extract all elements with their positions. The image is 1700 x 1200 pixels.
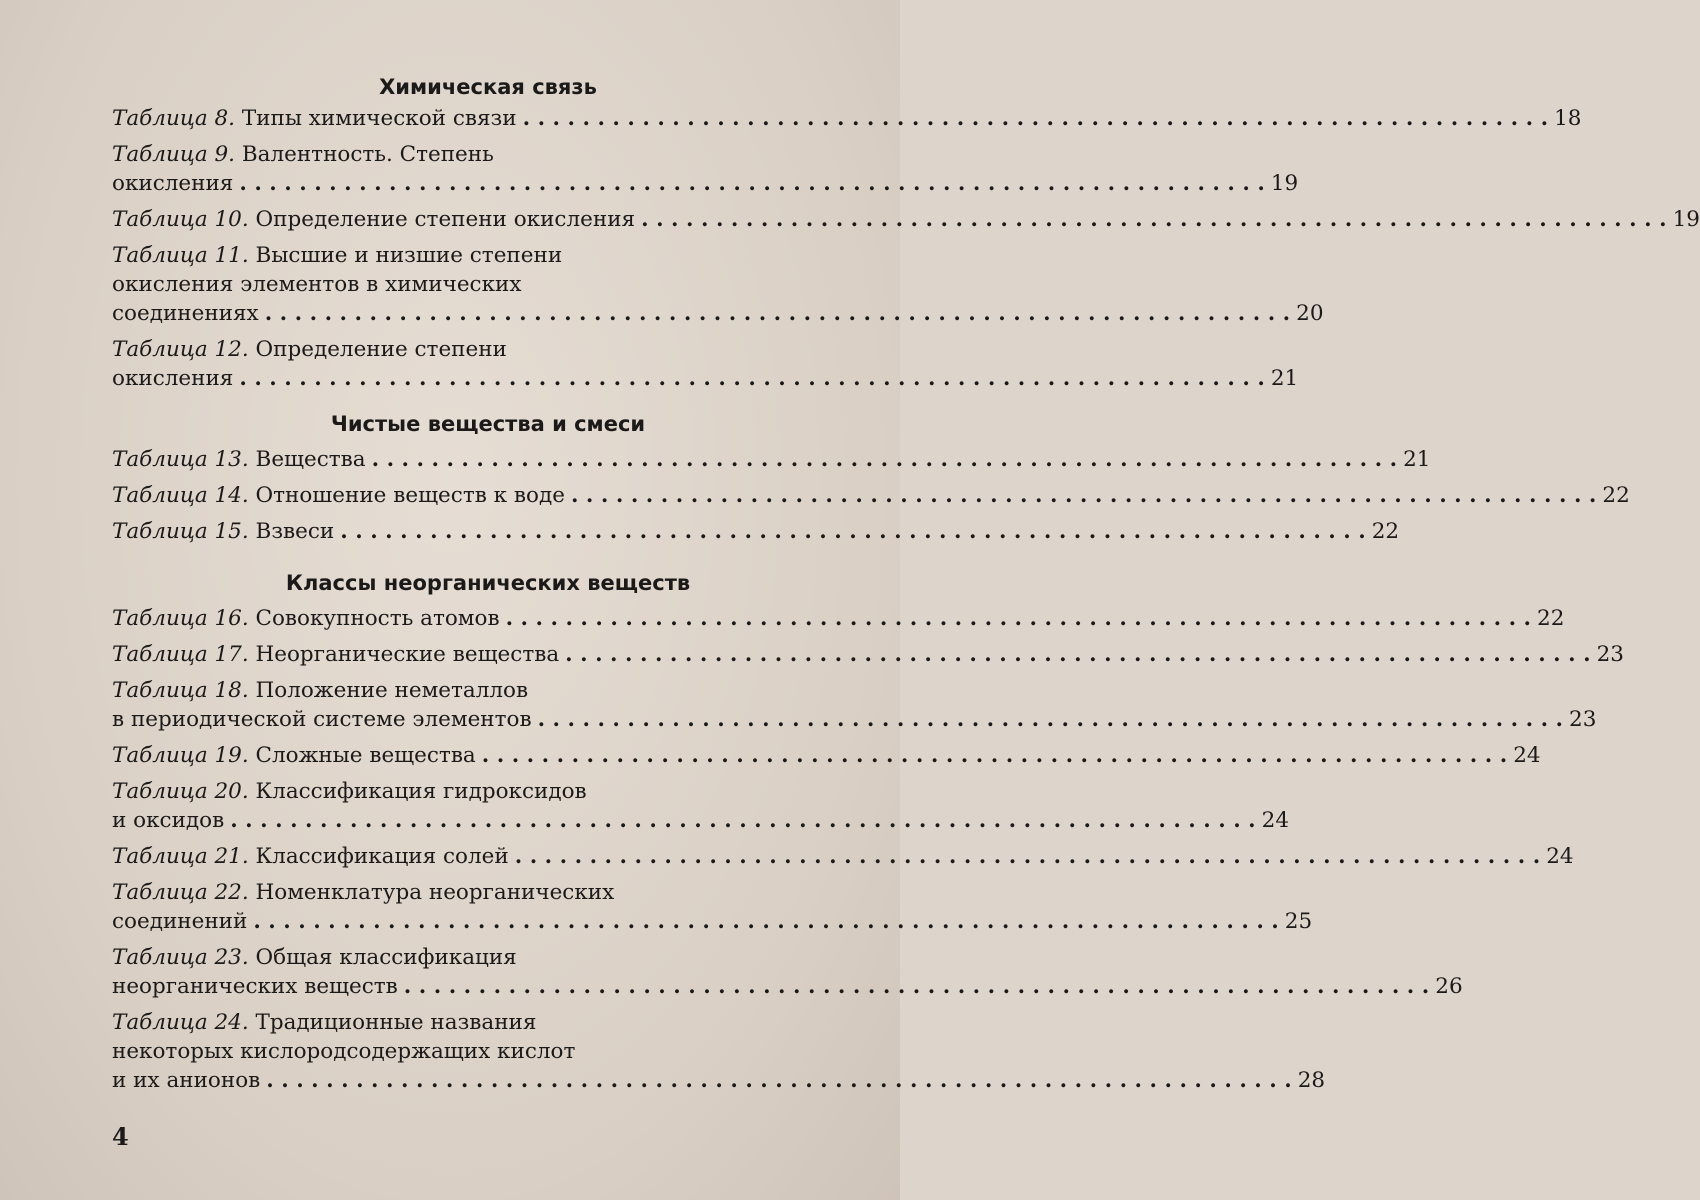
table-label: Таблица 18. bbox=[112, 678, 249, 703]
toc-entry-text bbox=[112, 974, 398, 999]
toc-entry-text bbox=[112, 844, 509, 869]
dot-leader bbox=[372, 447, 1397, 472]
toc-entry-text bbox=[112, 483, 565, 508]
table-label: Таблица 8. bbox=[112, 106, 235, 131]
toc-entry-line bbox=[112, 1037, 864, 1066]
toc-entry[interactable] bbox=[112, 241, 1324, 328]
toc-entry-text bbox=[112, 1039, 575, 1064]
table-label: Таблица 12. bbox=[112, 337, 249, 362]
page-number: 4 bbox=[112, 1122, 129, 1151]
section-heading: Классы неорганических веществ bbox=[285, 571, 691, 595]
table-label: Таблица 24. bbox=[112, 1010, 249, 1035]
toc-entry-line bbox=[112, 241, 864, 270]
entry-title: Совокупность атомов bbox=[255, 606, 500, 631]
section-heading: Чистые вещества и смеси bbox=[330, 412, 646, 436]
entry-title: Классификация солей bbox=[255, 844, 509, 869]
entry-page-number: 24 bbox=[1261, 808, 1290, 833]
toc-entry-line bbox=[112, 907, 1313, 936]
toc-entry-text bbox=[112, 779, 587, 804]
toc-entry-text bbox=[112, 272, 522, 297]
entry-page-number: 21 bbox=[1403, 447, 1431, 472]
toc-entry[interactable] bbox=[112, 1008, 1326, 1095]
toc-entry-line bbox=[112, 806, 1290, 835]
toc-entry-text bbox=[112, 106, 517, 131]
toc-entry-line bbox=[112, 169, 1299, 198]
entry-title: соединениях bbox=[112, 301, 259, 326]
toc-entry-text bbox=[112, 207, 635, 232]
toc-entry[interactable] bbox=[112, 205, 1700, 234]
dot-leader bbox=[523, 106, 1548, 131]
toc-entry-text bbox=[112, 243, 562, 268]
toc-entry-line bbox=[112, 1066, 1326, 1095]
toc-entry-line bbox=[112, 445, 1431, 474]
entry-title: Отношение веществ к воде bbox=[255, 483, 565, 508]
toc-entry[interactable] bbox=[112, 604, 1565, 633]
entry-title: Сложные вещества bbox=[255, 743, 476, 768]
entry-title: Положение неметаллов bbox=[255, 678, 529, 703]
toc-entry-line bbox=[112, 517, 1400, 546]
table-label: Таблица 13. bbox=[112, 447, 249, 472]
toc-entry[interactable] bbox=[112, 943, 1463, 1001]
table-label: Таблица 19. bbox=[112, 743, 249, 768]
entry-page-number: 19 bbox=[1672, 207, 1700, 232]
toc-entry-text bbox=[112, 945, 517, 970]
dot-leader bbox=[239, 366, 1264, 391]
toc-entry-text bbox=[112, 880, 614, 905]
toc-entry-text bbox=[112, 678, 528, 703]
table-of-contents bbox=[112, 70, 1700, 1102]
toc-entry-text bbox=[112, 642, 559, 667]
entry-page-number: 22 bbox=[1602, 483, 1630, 508]
toc-entry-line bbox=[112, 972, 1463, 1001]
table-label: Таблица 16. bbox=[112, 606, 249, 631]
toc-entry-line bbox=[112, 777, 864, 806]
toc-entry-text bbox=[112, 301, 259, 326]
table-label: Таблица 20. bbox=[112, 779, 249, 804]
dot-leader bbox=[482, 743, 1507, 768]
toc-entry-line bbox=[112, 705, 1597, 734]
section-heading: Химическая связь bbox=[379, 75, 597, 99]
dot-leader bbox=[515, 844, 1540, 869]
entry-title: и их анионов bbox=[112, 1068, 261, 1093]
toc-entry-line bbox=[112, 481, 1630, 510]
entry-title: Взвеси bbox=[255, 519, 335, 544]
toc-entry[interactable] bbox=[112, 676, 1597, 734]
table-label: Таблица 15. bbox=[112, 519, 249, 544]
toc-entry[interactable] bbox=[112, 842, 1574, 871]
toc-entry-line bbox=[112, 741, 1541, 770]
entry-title: в периодической системе элементов bbox=[112, 707, 532, 732]
dot-leader bbox=[253, 909, 1278, 934]
table-label: Таблица 11. bbox=[112, 243, 249, 268]
entry-title: окисления bbox=[112, 171, 234, 196]
toc-entry[interactable] bbox=[112, 517, 1400, 546]
entry-page-number: 21 bbox=[1270, 366, 1299, 391]
dot-leader bbox=[506, 606, 1531, 631]
entry-title: неорганических веществ bbox=[112, 974, 398, 999]
entry-title: Типы химической связи bbox=[241, 106, 517, 131]
toc-entry-line bbox=[112, 640, 1624, 669]
toc-entry-line bbox=[112, 943, 864, 972]
toc-entry-text bbox=[112, 142, 494, 167]
entry-title: Традиционные названия bbox=[255, 1010, 537, 1035]
entry-page-number: 24 bbox=[1513, 743, 1541, 768]
entry-title: и оксидов bbox=[112, 808, 225, 833]
toc-entry[interactable] bbox=[112, 741, 1541, 770]
toc-entry-line bbox=[112, 364, 1299, 393]
toc-entry-text bbox=[112, 743, 476, 768]
dot-leader bbox=[230, 808, 1255, 833]
entry-title: Определение степени окисления bbox=[255, 207, 636, 232]
dot-leader bbox=[565, 642, 1590, 667]
dot-leader bbox=[239, 171, 1264, 196]
toc-entry-text bbox=[112, 606, 500, 631]
entry-title: Неорганические вещества bbox=[255, 642, 560, 667]
toc-entry-line bbox=[112, 604, 1565, 633]
entry-title: Классификация гидроксидов bbox=[255, 779, 587, 804]
dot-leader bbox=[641, 207, 1666, 232]
dot-leader bbox=[571, 483, 1596, 508]
dot-leader bbox=[404, 974, 1429, 999]
table-label: Таблица 17. bbox=[112, 642, 249, 667]
toc-entry[interactable] bbox=[112, 140, 1299, 198]
dot-leader bbox=[340, 519, 1365, 544]
entry-title: Высшие и низшие степени bbox=[255, 243, 563, 268]
table-label: Таблица 22. bbox=[112, 880, 249, 905]
entry-title: окисления элементов в химических bbox=[112, 272, 522, 297]
toc-entry[interactable] bbox=[112, 878, 1313, 936]
entry-title: окисления bbox=[112, 366, 234, 391]
entry-page-number: 28 bbox=[1297, 1068, 1326, 1093]
entry-title: некоторых кислородсодержащих кислот bbox=[112, 1039, 576, 1064]
dot-leader bbox=[538, 707, 1563, 732]
toc-entry[interactable] bbox=[112, 640, 1624, 669]
toc-entry[interactable] bbox=[112, 335, 1299, 393]
toc-entry-text bbox=[112, 1068, 260, 1093]
entry-title: Номенклатура неорганических bbox=[255, 880, 615, 905]
toc-entry-line bbox=[112, 842, 1574, 871]
dot-leader bbox=[266, 1068, 1291, 1093]
toc-entry[interactable] bbox=[112, 445, 1431, 474]
toc-entry-text bbox=[112, 366, 233, 391]
table-label: Таблица 23. bbox=[112, 945, 249, 970]
toc-entry-text bbox=[112, 519, 334, 544]
toc-entry-line bbox=[112, 205, 1700, 234]
toc-entry-line bbox=[112, 140, 864, 169]
table-label: Таблица 9. bbox=[112, 142, 235, 167]
toc-entry-line bbox=[112, 878, 864, 907]
entry-page-number: 24 bbox=[1546, 844, 1574, 869]
table-label: Таблица 14. bbox=[112, 483, 249, 508]
entry-page-number: 19 bbox=[1270, 171, 1299, 196]
entry-page-number: 22 bbox=[1537, 606, 1565, 631]
entry-title: Определение степени bbox=[255, 337, 507, 362]
entry-page-number: 23 bbox=[1569, 707, 1597, 732]
toc-entry-line bbox=[112, 335, 864, 364]
entry-page-number: 22 bbox=[1371, 519, 1400, 544]
toc-entry[interactable] bbox=[112, 481, 1630, 510]
entry-page-number: 20 bbox=[1296, 301, 1324, 326]
entry-title: Вещества bbox=[255, 447, 366, 472]
toc-entry-line bbox=[112, 1008, 864, 1037]
table-label: Таблица 21. bbox=[112, 844, 249, 869]
toc-entry[interactable] bbox=[112, 104, 1582, 133]
table-label: Таблица 10. bbox=[112, 207, 249, 232]
entry-title: Валентность. Степень bbox=[241, 142, 494, 167]
entry-page-number: 25 bbox=[1284, 909, 1313, 934]
toc-entry-line bbox=[112, 299, 1324, 328]
toc-entry-line bbox=[112, 270, 864, 299]
toc-entry-text bbox=[112, 1010, 536, 1035]
entry-title: соединений bbox=[112, 909, 248, 934]
toc-entry-line bbox=[112, 676, 864, 705]
toc-entry-text bbox=[112, 337, 507, 362]
entry-page-number: 26 bbox=[1435, 974, 1463, 999]
toc-entry-text bbox=[112, 447, 366, 472]
toc-entry-line bbox=[112, 104, 1582, 133]
toc-entry[interactable] bbox=[112, 777, 1290, 835]
toc-entry-text bbox=[112, 909, 247, 934]
toc-entry-text bbox=[112, 171, 233, 196]
toc-entry-text bbox=[112, 808, 224, 833]
entry-page-number: 23 bbox=[1596, 642, 1624, 667]
dot-leader bbox=[265, 301, 1290, 326]
entry-page-number: 18 bbox=[1554, 106, 1582, 131]
entry-title: Общая классификация bbox=[255, 945, 517, 970]
toc-entry-text bbox=[112, 707, 532, 732]
